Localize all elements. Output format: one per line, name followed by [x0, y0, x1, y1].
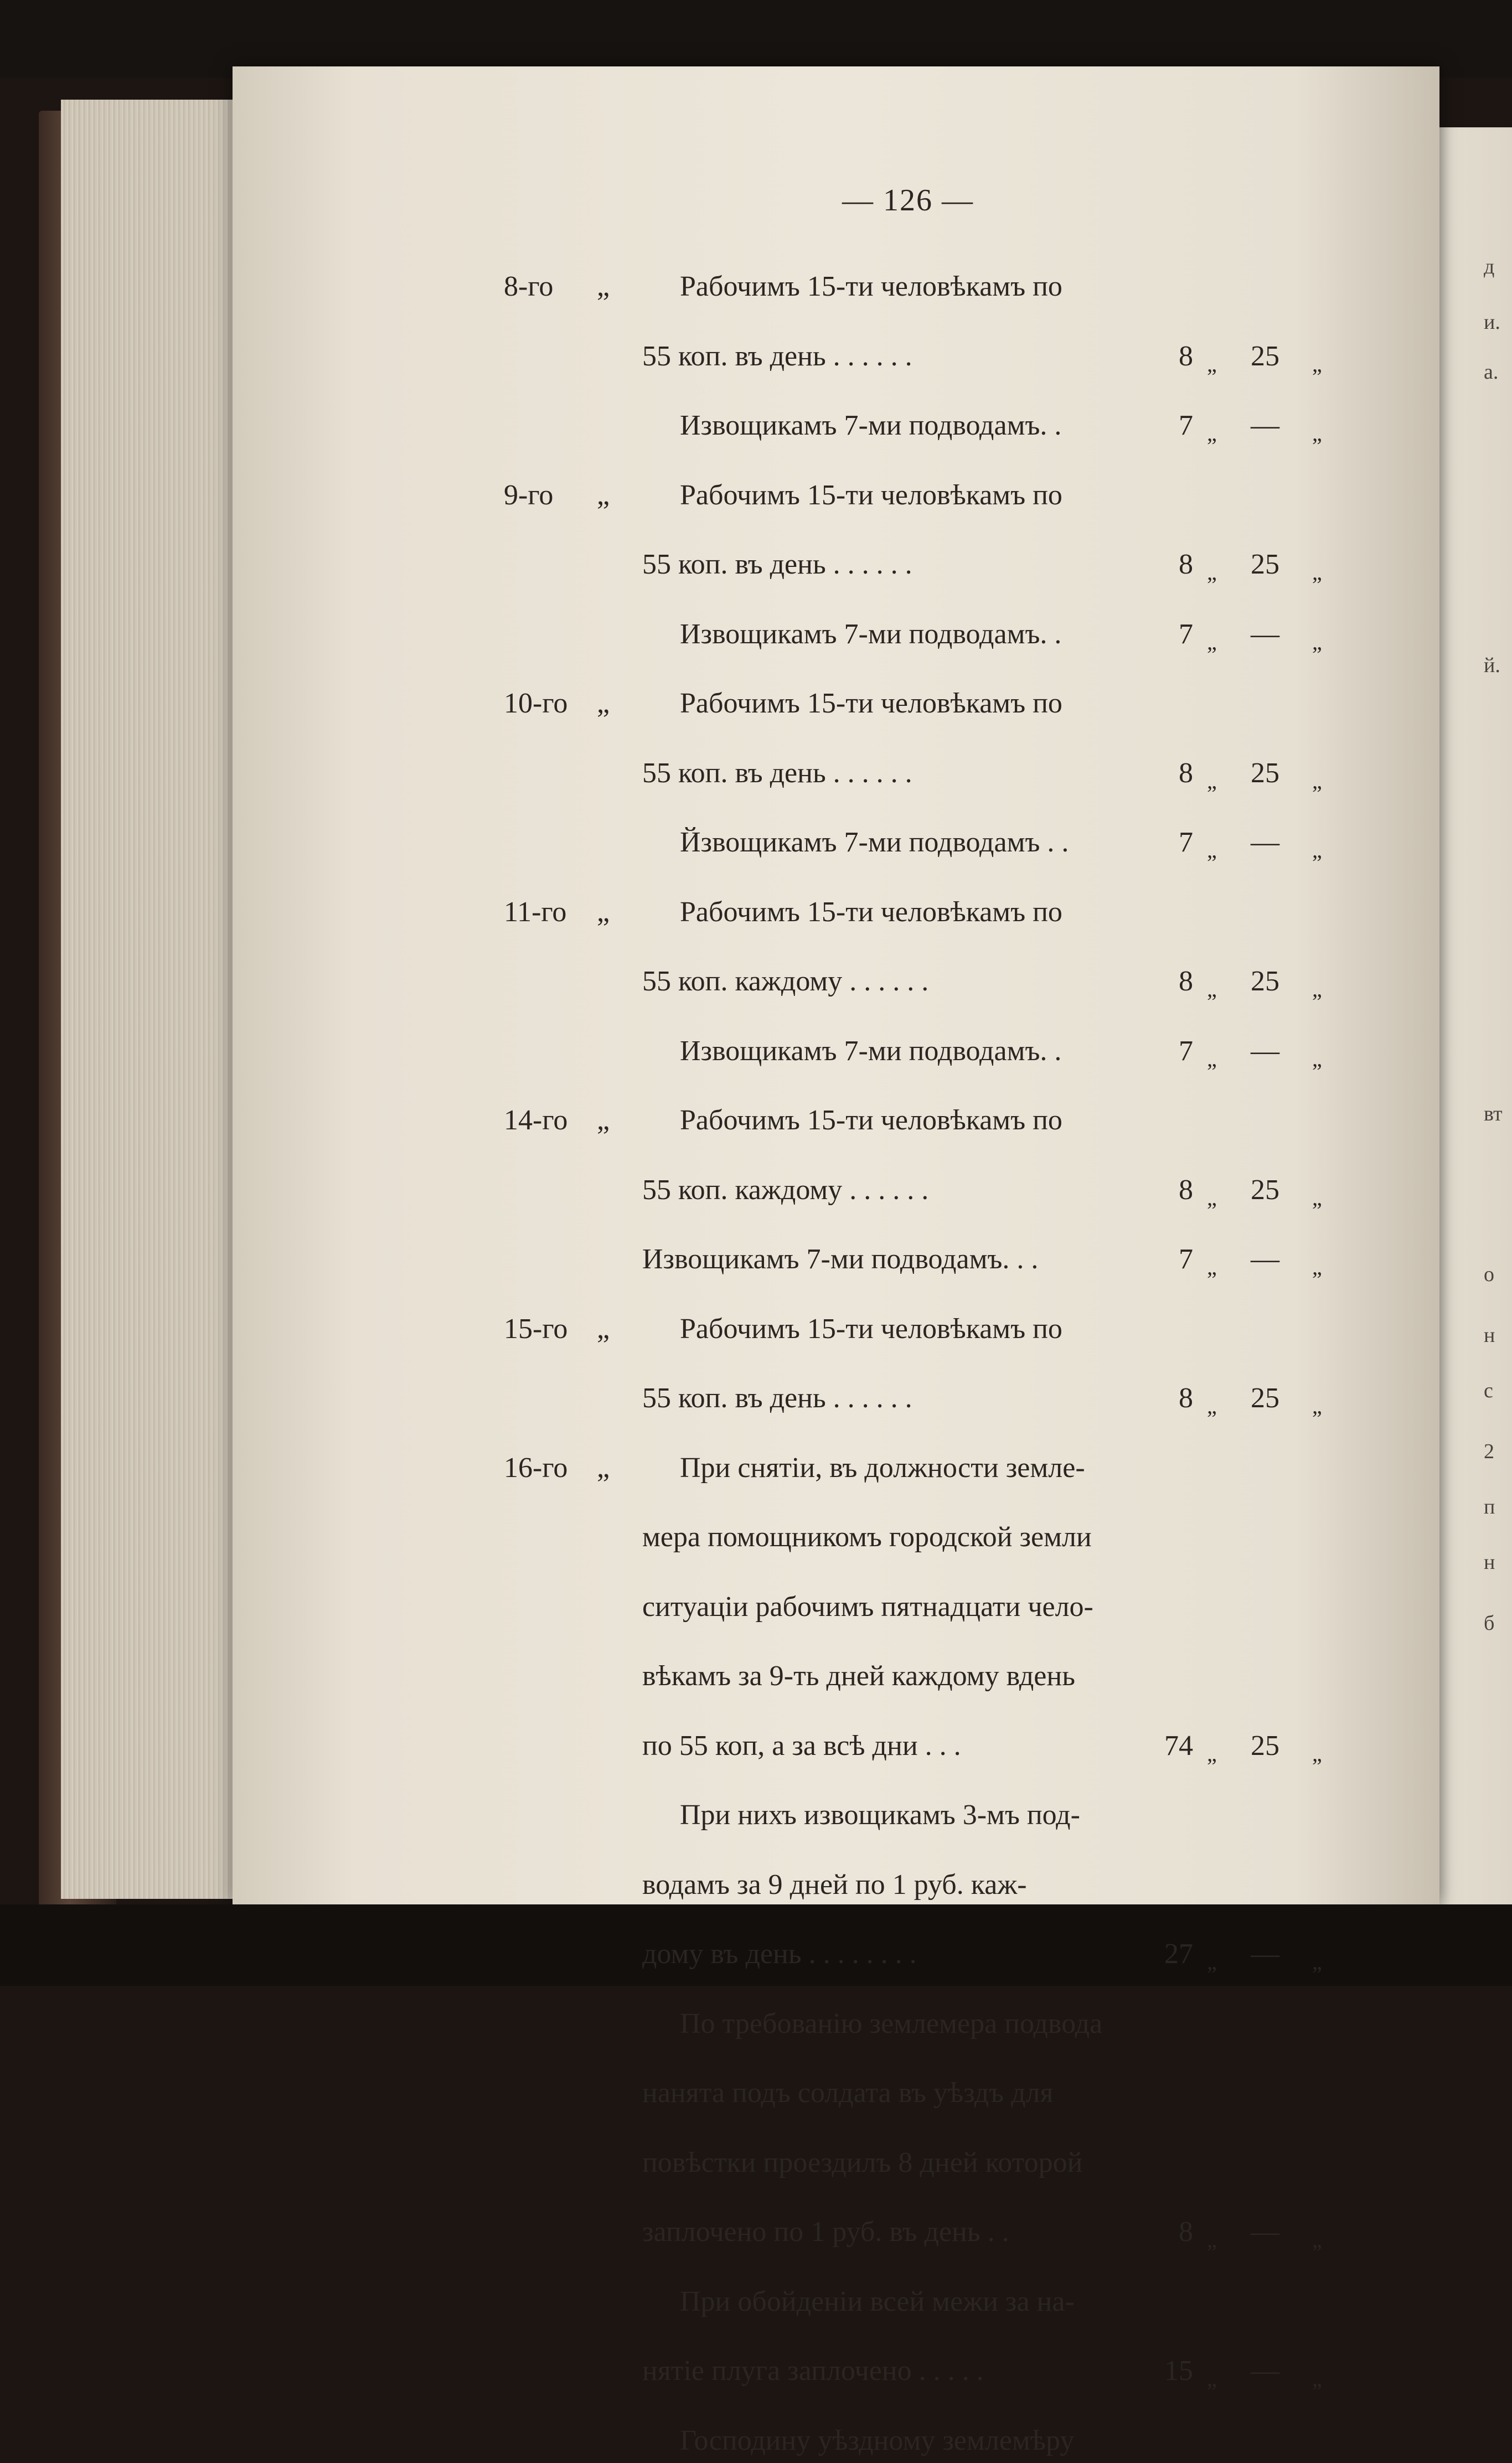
amount-kopecks: — [1251, 618, 1279, 650]
ledger-line [0, 1932, 1512, 1976]
amount-rubles: 74 [1164, 1729, 1193, 1762]
ledger-line [0, 1168, 1512, 1212]
background-top [0, 0, 1512, 78]
amount-rubles: 7 [1179, 827, 1193, 858]
entry-text: При снятіи, въ должности земле- [680, 1452, 1085, 1484]
ditto-mark: „ [1207, 1046, 1217, 1071]
entry-text: мера помощникомъ городской земли [642, 1521, 1092, 1553]
ditto-mark: „ [1312, 629, 1322, 654]
entry-text: дому въ день . . . . . . . . [642, 1938, 917, 1970]
entry-text: По требованію землемера подвода [680, 2007, 1103, 2039]
ditto-mark: „ [1207, 838, 1217, 863]
amount-rubles: 7 [1179, 1243, 1193, 1275]
page-number: — 126 — [842, 183, 974, 218]
entry-date: 11-го [504, 896, 567, 928]
ledger-line [0, 543, 1512, 587]
ditto-mark: „ [1207, 2227, 1217, 2252]
entry-text: Рабочимъ 15-ти человѣкамъ по [680, 688, 1062, 719]
ledger-line [0, 1098, 1512, 1143]
amount-rubles: 8 [1179, 549, 1193, 580]
ledger-line [0, 2349, 1512, 2393]
ditto-mark: „ [1312, 2366, 1322, 2391]
ditto-mark: „ [1312, 838, 1322, 863]
ledger-line [0, 2071, 1512, 2115]
amount-kopecks: — [1251, 1243, 1279, 1275]
ditto-mark: „ [1312, 1393, 1322, 1418]
ledger-line [0, 2210, 1512, 2254]
entry-text: Извощикамъ 7-ми подводамъ. . [680, 410, 1062, 441]
ledger-line [0, 959, 1512, 1004]
amount-kopecks: 25 [1251, 757, 1279, 789]
ditto-mark: „ [1207, 1185, 1217, 1210]
ditto-mark: „ [597, 271, 610, 302]
facing-page-fragment: с [1484, 1379, 1493, 1402]
entry-text: 55 коп. въ день . . . . . . [642, 549, 912, 580]
ledger-line [0, 1515, 1512, 1560]
entry-date: 15-го [504, 1313, 568, 1345]
amount-kopecks: — [1251, 410, 1279, 441]
ditto-mark: „ [1312, 2227, 1322, 2252]
ledger-line [0, 473, 1512, 518]
amount-kopecks: — [1251, 827, 1279, 858]
entry-text: Господину уѣздному землемѣру [680, 2424, 1075, 2456]
facing-page-fragment: о [1484, 1263, 1494, 1286]
entry-text: При обойденіи всей межи за на- [680, 2285, 1075, 2317]
ledger-line [0, 265, 1512, 309]
ledger-line [0, 890, 1512, 934]
ditto-mark: „ [1207, 629, 1217, 654]
amount-rubles: 8 [1179, 757, 1193, 789]
entry-text: вѣкамъ за 9-ть дней каждому вдень [642, 1660, 1075, 1692]
ditto-mark: „ [1207, 1254, 1217, 1279]
ledger-line [0, 820, 1512, 865]
entry-text: нятіе плуга заплочено . . . . . [642, 2355, 984, 2387]
entry-text: Рабочимъ 15-ти человѣкамъ по [680, 1313, 1062, 1345]
ditto-mark: „ [597, 688, 610, 719]
amount-kopecks: — [1251, 2216, 1279, 2248]
ditto-mark: „ [597, 1452, 610, 1484]
entry-text: 55 коп. въ день . . . . . . [642, 340, 912, 372]
entry-date: 8-го [504, 271, 554, 302]
ditto-mark: „ [1312, 421, 1322, 446]
amount-rubles: 15 [1164, 2355, 1193, 2387]
facing-page-fragment: 2 [1484, 1440, 1494, 1463]
ditto-mark: „ [1312, 1949, 1322, 1974]
ditto-mark: „ [597, 479, 610, 511]
ditto-mark: „ [597, 896, 610, 928]
ditto-mark: „ [1312, 1046, 1322, 1071]
amount-rubles: 8 [1179, 2216, 1193, 2248]
entry-text: повѣстки проездилъ 8 дней которой [642, 2146, 1083, 2178]
facing-page-fragment: и. [1484, 311, 1500, 334]
amount-kopecks: 25 [1251, 1729, 1279, 1762]
entry-text: нанята подъ солдата въ уѣздъ для [642, 2077, 1054, 2109]
amount-kopecks: — [1251, 1035, 1279, 1067]
amount-rubles: 8 [1179, 1382, 1193, 1414]
ledger-line [0, 1863, 1512, 1907]
entry-text: 55 коп. каждому . . . . . . [642, 1174, 929, 1206]
entry-date: 16-го [504, 1452, 568, 1484]
facing-page-fragment: н [1484, 1551, 1495, 1574]
ledger-line [0, 1446, 1512, 1490]
ledger-line [0, 1724, 1512, 1768]
amount-kopecks: 25 [1251, 340, 1279, 372]
ledger-line [0, 1029, 1512, 1073]
entry-text: 55 коп. каждому . . . . . . [642, 965, 929, 997]
ditto-mark: „ [1312, 560, 1322, 585]
facing-page-fragment: п [1484, 1495, 1495, 1519]
entry-text: водамъ за 9 дней по 1 руб. каж- [642, 1868, 1027, 1901]
facing-page-fragment: й. [1484, 654, 1500, 677]
ditto-mark: „ [597, 1104, 610, 1136]
ledger-line [0, 1585, 1512, 1629]
ledger-line [0, 1793, 1512, 1837]
ditto-mark: „ [1207, 560, 1217, 585]
ledger-line [0, 1654, 1512, 1698]
ditto-mark: „ [1312, 977, 1322, 1001]
ditto-mark: „ [1312, 1741, 1322, 1766]
ditto-mark: „ [1207, 421, 1217, 446]
amount-rubles: 27 [1164, 1938, 1193, 1970]
ditto-mark: „ [1312, 1254, 1322, 1279]
ledger-line [0, 1237, 1512, 1282]
amount-rubles: 7 [1179, 410, 1193, 441]
entry-text: Извощикамъ 7-ми подводамъ. . [680, 618, 1062, 650]
entry-text: Извощикамъ 7-ми подводамъ. . [680, 1035, 1062, 1067]
entry-text: по 55 коп, а за всѣ дни . . . [642, 1729, 961, 1762]
amount-kopecks: 25 [1251, 549, 1279, 580]
amount-rubles: 8 [1179, 1174, 1193, 1206]
amount-rubles: 7 [1179, 618, 1193, 650]
entry-text: ситуаціи рабочимъ пятнадцати чело- [642, 1591, 1093, 1623]
entry-text: Рабочимъ 15-ти человѣкамъ по [680, 896, 1062, 928]
ledger-line [0, 1376, 1512, 1421]
entry-text: 55 коп. въ день . . . . . . [642, 1382, 912, 1414]
ledger-line [0, 2419, 1512, 2463]
facing-page-fragment: б [1484, 1612, 1495, 1635]
facing-page-fragment: вт [1484, 1102, 1503, 1125]
amount-kopecks: — [1251, 1938, 1279, 1970]
ditto-mark: „ [1207, 2366, 1217, 2391]
entry-date: 10-го [504, 688, 568, 719]
entry-date: 9-го [504, 479, 554, 511]
ledger-line [0, 2141, 1512, 2185]
ledger-line [0, 334, 1512, 379]
ledger-line [0, 751, 1512, 796]
ditto-mark: „ [1312, 1185, 1322, 1210]
ditto-mark: „ [1312, 351, 1322, 376]
ditto-mark: „ [1207, 1741, 1217, 1766]
amount-rubles: 8 [1179, 965, 1193, 997]
entry-text: Рабочимъ 15-ти человѣкамъ по [680, 1104, 1062, 1136]
amount-rubles: 7 [1179, 1035, 1193, 1067]
facing-page-fragment: а. [1484, 360, 1499, 384]
facing-page-fragment: д [1484, 255, 1495, 278]
entry-text: заплочено по 1 руб. въ день . . [642, 2216, 1009, 2248]
amount-rubles: 8 [1179, 340, 1193, 372]
entry-text: 55 коп. въ день . . . . . . [642, 757, 912, 789]
amount-kopecks: 25 [1251, 1382, 1279, 1414]
entry-text: Рабочимъ 15-ти человѣкамъ по [680, 271, 1062, 302]
entry-text: Йзвощикамъ 7-ми подводамъ . . [680, 827, 1069, 858]
ledger-line [0, 612, 1512, 657]
ledger-line [0, 2280, 1512, 2324]
entry-text: Рабочимъ 15-ти человѣкамъ по [680, 479, 1062, 511]
amount-kopecks: — [1251, 2355, 1279, 2387]
ditto-mark: „ [1207, 351, 1217, 376]
ledger-line [0, 2002, 1512, 2046]
ditto-mark: „ [1312, 768, 1322, 793]
ditto-mark: „ [1207, 1949, 1217, 1974]
entry-date: 14-го [504, 1104, 568, 1136]
amount-kopecks: 25 [1251, 1174, 1279, 1206]
ledger-line [0, 681, 1512, 726]
entry-text: При нихъ извощикамъ 3-мъ под- [680, 1799, 1080, 1831]
entry-text: Извощикамъ 7-ми подводамъ. . . [642, 1243, 1039, 1275]
amount-kopecks: 25 [1251, 965, 1279, 997]
ditto-mark: „ [1207, 768, 1217, 793]
ditto-mark: „ [597, 1313, 610, 1345]
facing-page-fragment: н [1484, 1324, 1495, 1347]
ledger-line [0, 1307, 1512, 1351]
ditto-mark: „ [1207, 1393, 1217, 1418]
ditto-mark: „ [1207, 977, 1217, 1001]
ledger-line [0, 404, 1512, 448]
